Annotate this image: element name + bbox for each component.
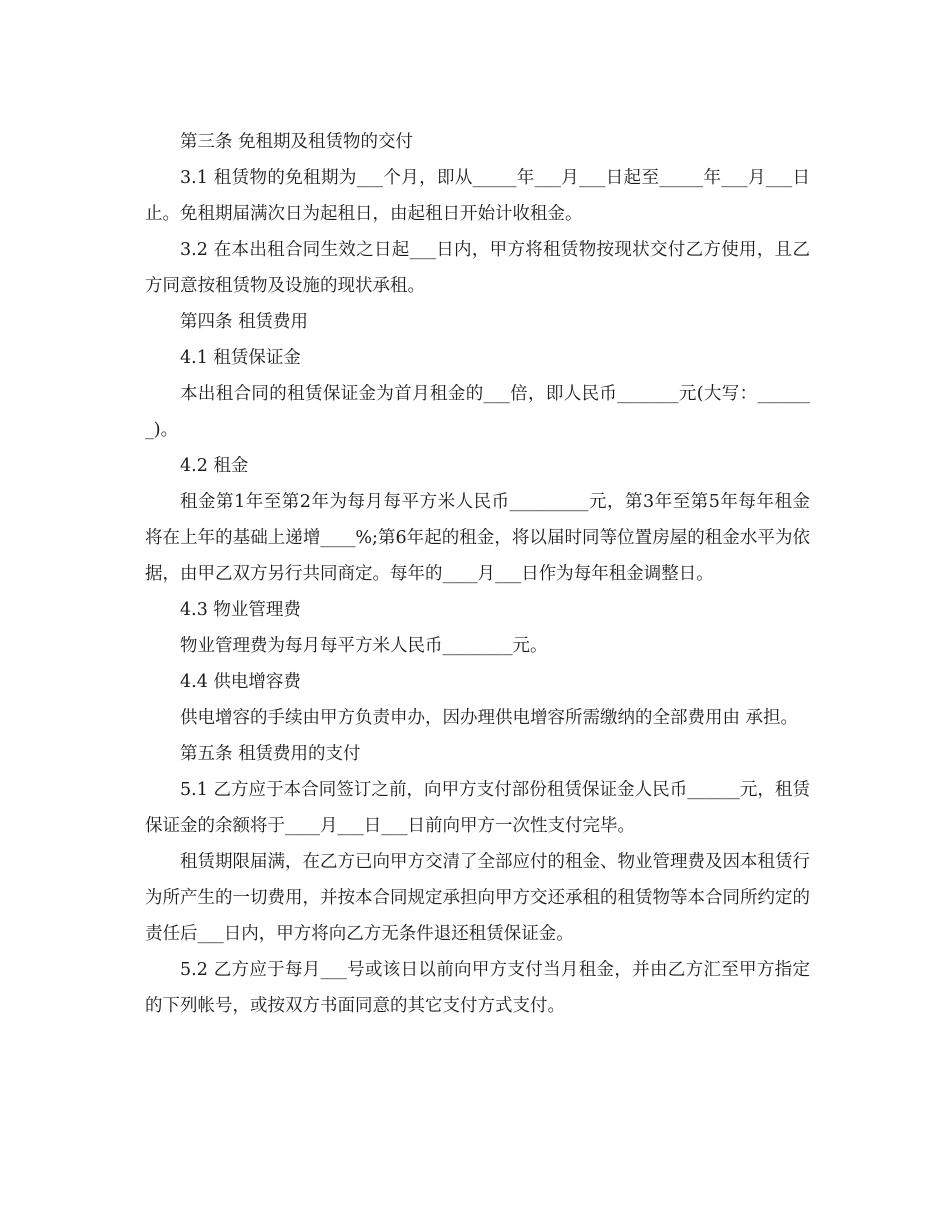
clause-4-1-text: 本出租合同的租赁保证金为首月租金的___倍，即人民币_______元(大写：_______)。 — [145, 384, 810, 440]
article-4-heading: 第四条 租赁费用 — [180, 312, 309, 332]
document-body — [145, 124, 810, 1024]
clause-5-1: 5.1 乙方应于本合同签订之前，向甲方支付部份租赁保证金人民币______元，租赁保证金的余额将于____月___日___日前向甲方一次性支付完毕。 — [145, 780, 810, 836]
clause-5-1-refund: 租赁期限届满，在乙方已向甲方交清了全部应付的租金、物业管理费及因本租赁行为所产生的一切费用，并按本合同规定承担向甲方交还承租的租赁物等本合同所约定的责任后___日内，甲方将向乙方无条件退还租赁保证金。 — [145, 852, 810, 944]
clause-3-1: 3.1 租赁物的免租期为___个月，即从_____年___月___日起至_____年___月___日止。免租期届满次日为起租日，由起租日开始计收租金。 — [145, 168, 810, 224]
article-5-heading: 第五条 租赁费用的支付 — [180, 744, 361, 764]
clause-4-4-heading: 4.4 供电增容费 — [180, 672, 301, 692]
clause-3-2: 3.2 在本出租合同生效之日起___日内，甲方将租赁物按现状交付乙方使用，且乙方同意按租赁物及设施的现状承租。 — [145, 240, 810, 296]
clause-5-2: 5.2 乙方应于每月___号或该日以前向甲方支付当月租金，并由乙方汇至甲方指定的下列帐号，或按双方书面同意的其它支付方式支付。 — [145, 960, 810, 1016]
clause-4-3-heading: 4.3 物业管理费 — [180, 600, 301, 620]
clause-4-4-text: 供电增容的手续由甲方负责申办，因办理供电增容所需缴纳的全部费用由 承担。 — [180, 708, 799, 728]
clause-4-3-text: 物业管理费为每月每平方米人民币________元。 — [180, 636, 548, 656]
clause-4-1-heading: 4.1 租赁保证金 — [180, 348, 301, 368]
clause-4-2-heading: 4.2 租金 — [180, 456, 249, 476]
clause-4-2-text: 租金第1年至第2年为每月每平方米人民币_________元，第3年至第5年每年租金将在上年的基础上递增____%;第6年起的租金，将以届时同等位置房屋的租金水平为依据，由甲乙双方另行共同商定。每年的____月___日作为每年租金调整日。 — [145, 492, 810, 584]
article-3-heading: 第三条 免租期及租赁物的交付 — [180, 132, 414, 152]
